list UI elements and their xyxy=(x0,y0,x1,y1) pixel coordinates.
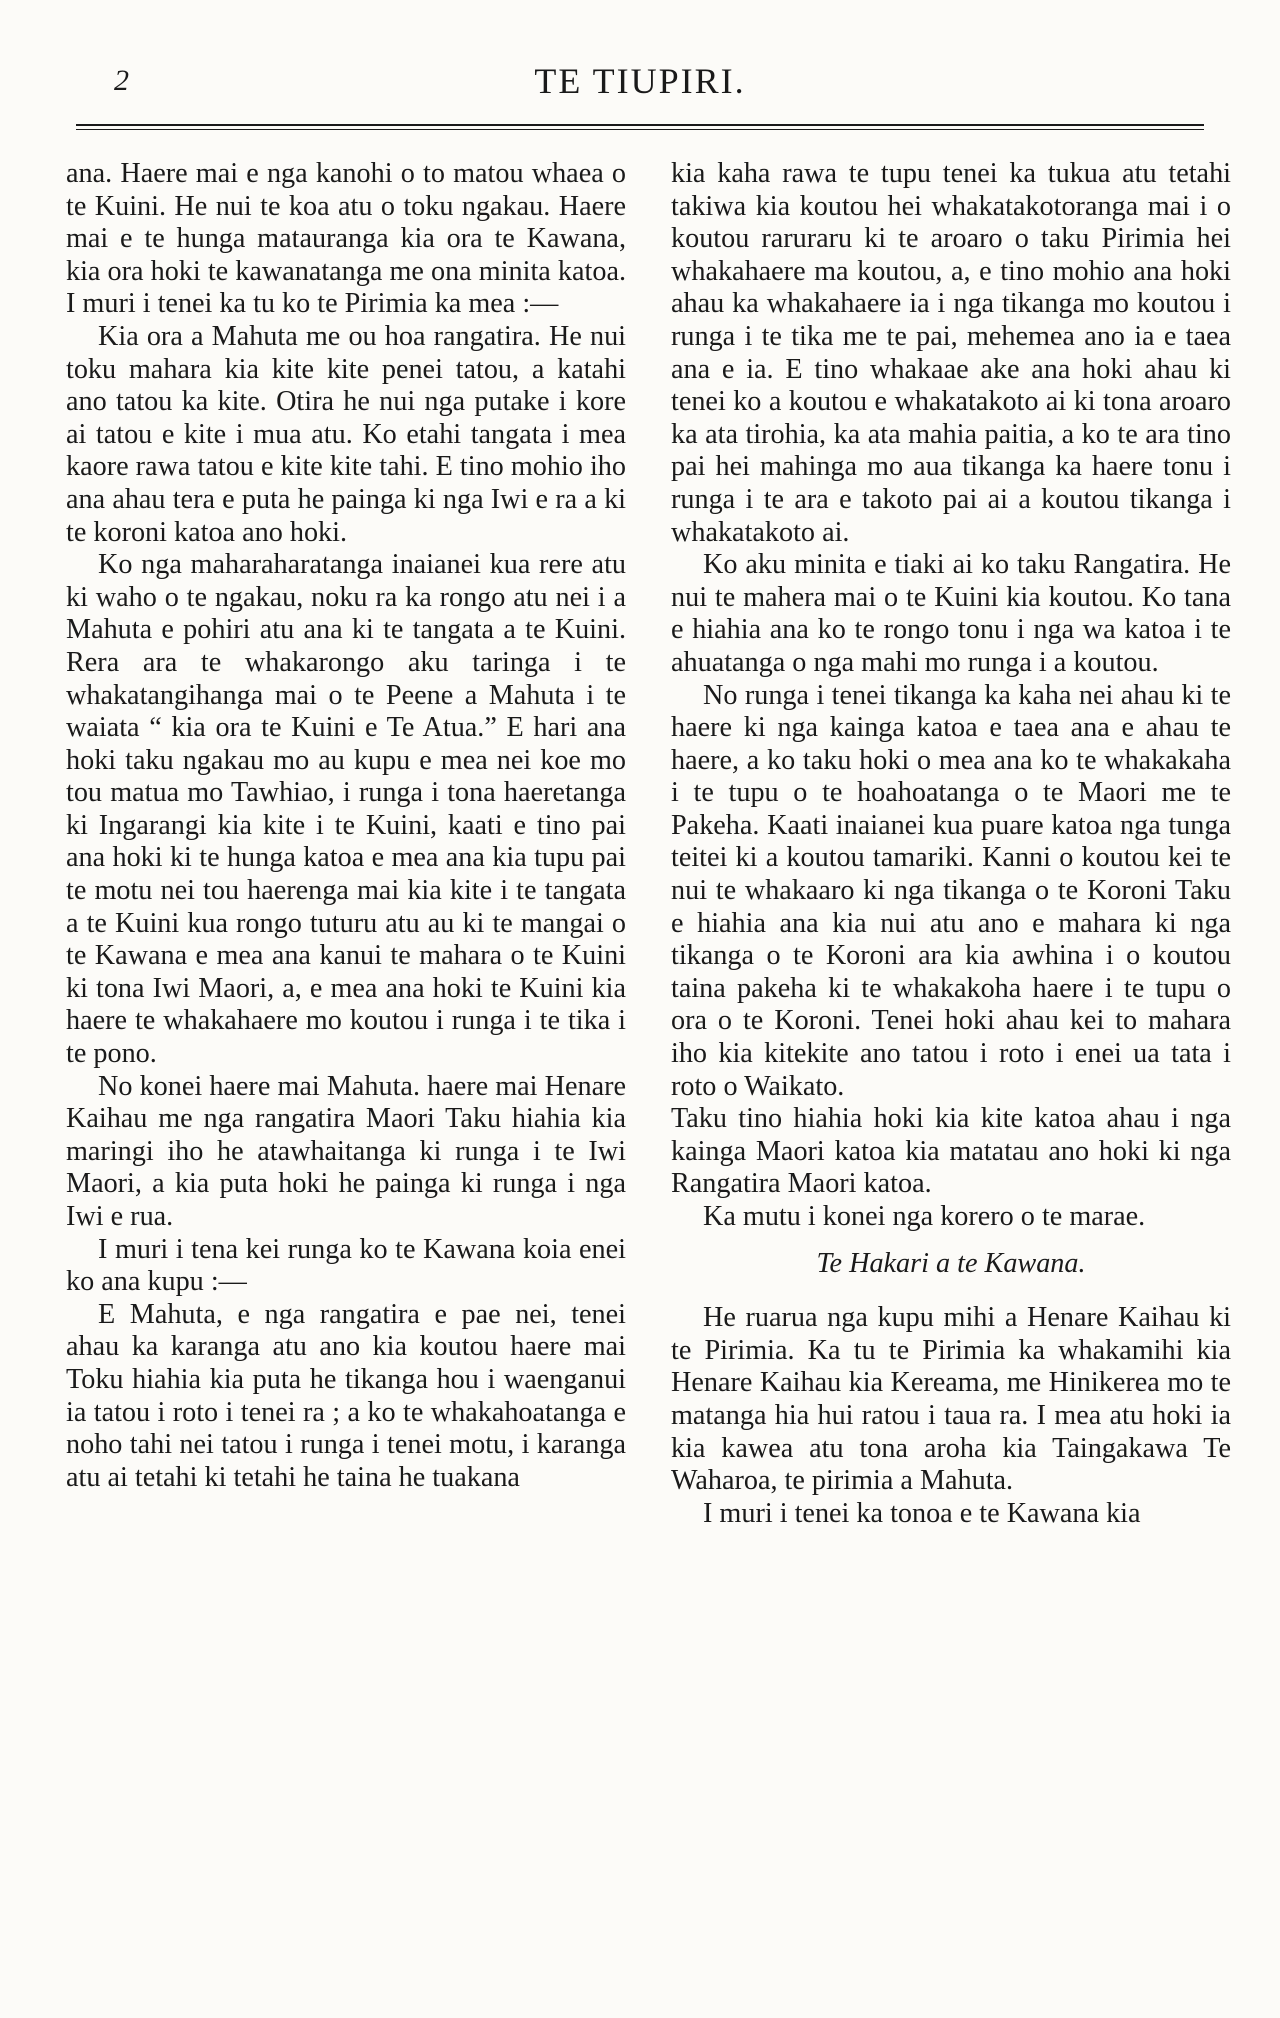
left-column xyxy=(66,158,626,1494)
paragraph: Ko nga maharaharatanga inaianei kua rere atu ki waho o te ngakau, noku ra ka rongo atu nei i a Mahuta e pohiri atu ana ki te tangata a te Kuini. Rera ara te whakarongo aku taringa i te whakatangihanga mai o te Peene a Mahuta i te waiata “ kia ora te Kuini e Te Atua.” E hari ana hoki taku ngakau mo au kupu e mea nei koe mo tou matua mo Tawhiao, i runga i tona haeretanga ki Ingarangi kia kite i te Kuini, kaati e tino pai ana hoki ki te hunga katoa e mea ana kia tupu pai te motu nei tou haerenga mai kia kite i te tangata a te Kuini kua rongo tuturu atu au ki te mangai o te Kawana e mea ana kanui te mahara o te Kuini ki tona Iwi Maori, a, e mea ana hoki te Kuini kia haere te whakahaere mo koutou i runga i te tika i te pono. xyxy=(66,549,626,1070)
paragraph: Kia ora a Mahuta me ou hoa rangatira. He nui toku mahara kia kite kite penei tatou, a katahi ano tatou ka kite. Otira he nui nga putake i kore ai tatou e kite i mua atu. Ko etahi tangata i mea kaore rawa tatou e kite kite tahi. E tino mohio iho ana ahau tera e puta he painga ki nga Iwi e ra a ki te koroni katoa ano hoki. xyxy=(66,320,626,548)
header-rule xyxy=(76,124,1204,130)
paragraph: E Mahuta, e nga rangatira e pae nei, tenei ahau ka karanga atu ano kia koutou haere mai Toku hiahia kia puta he tikanga hou i waenganui ia tatou i roto i tenei ra ; a ko te whakahoatanga e noho tahi nei tatou i runga i tenei motu, i karanga atu ai tetahi ki tetahi he taina he tuakana xyxy=(66,1298,626,1493)
paragraph: kia kaha rawa te tupu tenei ka tukua atu tetahi takiwa kia koutou hei whakatakotoranga mai i o koutou raruraru ki te aroaro o taku Pirimia hei whakahaere ma koutou, a, e tino mohio ana hoki ahau ka whakahaere ia i nga tikanga mo koutou i runga i te tika me te pai, mehemea ano ia e taea ana e ia. E tino whakaae ake ana hoki ahau ki tenei ko a koutou e whakatakoto ai ki tona aroaro ka ata tirohia, ka ata mahia paitia, a ko te ara tino pai hei mahinga mo aua tikanga ka haere tonu i runga i te ara e takoto pai ai a koutou tikanga i whakatakoto ai. xyxy=(671,158,1231,548)
running-title: TE TIUPIRI. xyxy=(534,61,746,101)
page-number: 2 xyxy=(114,64,129,97)
paragraph: Taku tino hiahia hoki kia kite katoa ahau i nga kainga Maori katoa kia matatau ano hoki ki nga Rangatira Maori katoa. xyxy=(671,1103,1231,1200)
paragraph: I muri i tenei ka tonoa e te Kawana kia xyxy=(703,1497,1141,1529)
paragraph: No konei haere mai Mahuta. haere mai Henare Kaihau me nga rangatira Maori Taku hiahia kia maringi iho he atawhaitanga ki runga i te Iwi Maori, a kia puta hoki he painga ki runga i nga Iwi e rua. xyxy=(66,1070,626,1232)
paragraph: I muri i tena kei runga ko te Kawana koia enei ko ana kupu :— xyxy=(66,1233,626,1298)
paragraph: Ko aku minita e tiaki ai ko taku Rangatira. He nui te mahera mai o te Kuini kia koutou. Ko tana e hiahia ana ko te rongo tonu i nga wa katoa i te ahuatanga o nga mahi mo runga i a koutou. xyxy=(671,549,1231,678)
paragraph: ana. Haere mai e nga kanohi o to matou whaea o te Kuini. He nui te koa atu o toku ngakau. Haere mai e te hunga matauranga kia ora te Kawana, kia ora hoki te kawanatanga me ona minita katoa. I muri i tenei ka tu ko te Pirimia ka mea :— xyxy=(66,158,626,320)
paragraph: Ka mutu i konei nga korero o te marae. xyxy=(703,1201,1146,1232)
section-subheading: Te Hakari a te Kawana. xyxy=(816,1247,1086,1279)
page-header xyxy=(76,56,1204,116)
paragraph: No runga i tenei tikanga ka kaha nei ahau ki te haere ki nga kainga katoa e taea ana e ahau te haere, a ko taku hoki o mea ana ko te whakakaha i te tupu o te hoahoatanga o te Maori me te Pakeha. Kaati inaianei kua puare katoa nga tunga teitei ki a koutou tamariki. Kanni o koutou kei te nui te whakaaro ki nga tikanga o te Koroni Taku e hiahia ana kia nui atu ano e mahara ki nga tikanga o te Koroni ara kia awhina i o koutou taina pakeha ki te whakakoha haere i te tupu o ora o te Koroni. Tenei hoki ahau kei to mahara iho kia kitekite ano tatou i roto i enei ua tata i roto o Waikato. xyxy=(671,679,1231,1102)
right-column xyxy=(671,158,1231,1530)
paragraph: He ruarua nga kupu mihi a Henare Kaihau ki te Pirimia. Ka tu te Pirimia ka whakamihi kia Henare Kaihau kia Kereama, me Hinikerea mo te matanga hia hui ratou i taua ra. I mea atu hoki ia kia kawea atu tona aroha kia Taingakawa Te Waharoa, te pirimia a Mahuta. xyxy=(671,1302,1231,1497)
